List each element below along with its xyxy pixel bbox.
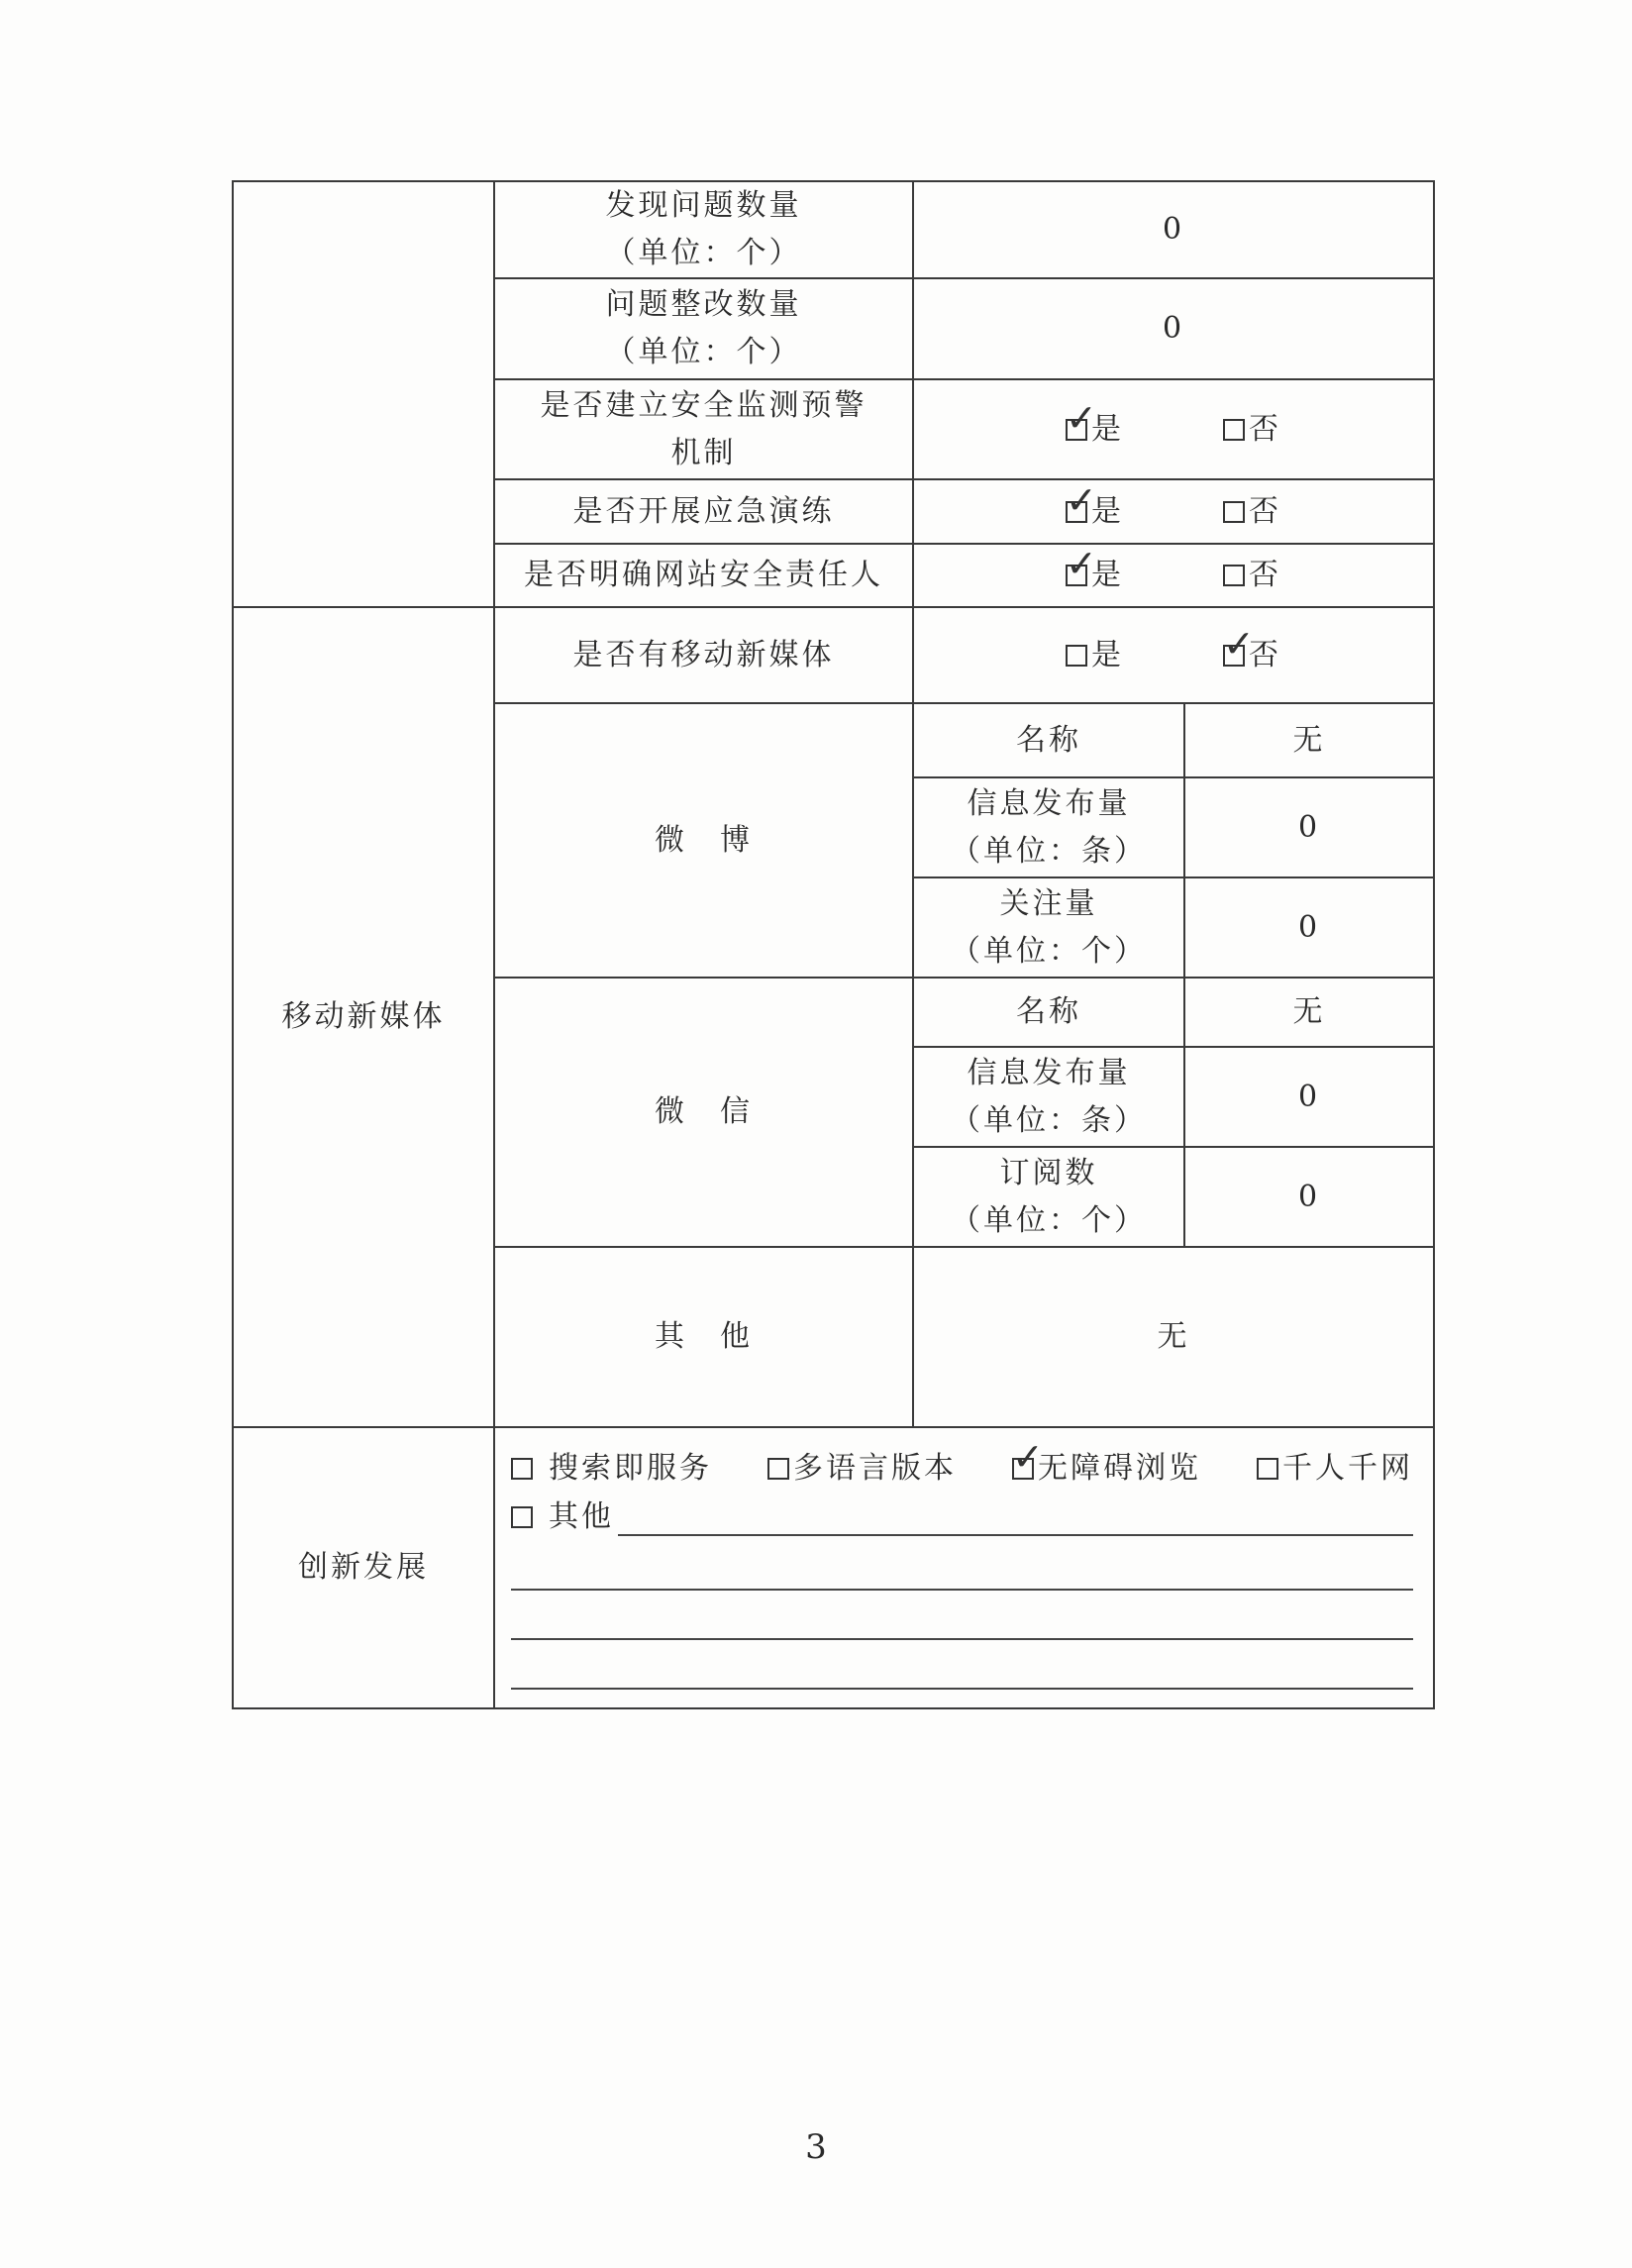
monitoring-yes-checkbox[interactable] [1066,419,1087,441]
weibo-posts-label: 信息发布量 （单位：条） [913,777,1184,877]
drill-options [913,479,1434,544]
wechat-subs-value: 0 [1184,1147,1434,1247]
monitoring-options [913,379,1434,479]
yes-label: 是 [1091,411,1124,447]
option-multilingual-checkbox[interactable] [767,1458,789,1480]
option-accessibility-checkbox[interactable] [1012,1458,1034,1480]
other-option-label: 其他 [549,1499,614,1534]
no-label: 否 [1249,558,1281,592]
found-issues-label: 发现问题数量 （单位：个） [494,181,913,278]
weibo-label: 微 博 [494,703,913,978]
weibo-followers-value: 0 [1184,877,1434,978]
wechat-label: 微 信 [494,978,913,1247]
fixed-issues-label: 问题整改数量 （单位：个） [494,278,913,379]
monitoring-label: 是否建立安全监测预警 机制 [494,379,913,479]
wechat-posts-value: 0 [1184,1047,1434,1147]
has-mobile-label: 是否有移动新媒体 [494,607,913,703]
responsible-options [913,544,1434,607]
has-mobile-no-checkbox[interactable] [1223,645,1245,667]
section-blank-cell [233,181,494,607]
drill-no-checkbox[interactable] [1223,501,1245,523]
option-search-service-checkbox[interactable] [511,1458,533,1480]
other-value: 无 [913,1247,1434,1427]
has-mobile-options [913,607,1434,703]
other-label: 其 他 [494,1247,913,1427]
no-label: 否 [1249,493,1281,529]
drill-label: 是否开展应急演练 [494,479,913,544]
responsible-no-checkbox[interactable] [1223,565,1245,586]
no-label: 否 [1249,637,1281,672]
no-label: 否 [1249,411,1281,447]
responsible-yes-checkbox[interactable] [1066,565,1087,586]
page-number: 3 [805,2127,827,2167]
weibo-followers-label: 关注量 （单位：个） [913,877,1184,978]
wechat-posts-label: 信息发布量 （单位：条） [913,1047,1184,1147]
report-table [232,180,1435,1709]
other-fill-line[interactable] [618,1498,1413,1536]
blank-line-1[interactable] [511,1541,1413,1591]
weibo-name-label: 名称 [913,703,1184,777]
found-issues-value: 0 [913,181,1434,278]
weibo-name-value: 无 [1184,703,1434,777]
innovation-section-label: 创新发展 [233,1427,494,1708]
monitoring-no-checkbox[interactable] [1223,419,1245,441]
option-other-checkbox[interactable] [511,1506,533,1528]
option-label: 搜索即服务 [549,1451,712,1486]
mobile-section-label: 移动新媒体 [233,607,494,1427]
yes-label: 是 [1091,558,1124,592]
innovation-options [494,1427,1434,1708]
drill-yes-checkbox[interactable] [1066,501,1087,523]
yes-label: 是 [1091,493,1124,529]
wechat-name-label: 名称 [913,978,1184,1047]
option-label: 千人千网 [1282,1451,1413,1486]
blank-line-3[interactable] [511,1640,1413,1690]
option-label: 无障碍浏览 [1038,1451,1201,1486]
option-label: 多语言版本 [793,1451,957,1486]
responsible-label: 是否明确网站安全责任人 [494,544,913,607]
has-mobile-yes-checkbox[interactable] [1066,645,1087,667]
blank-line-2[interactable] [511,1591,1413,1640]
wechat-name-value: 无 [1184,978,1434,1047]
wechat-subs-label: 订阅数 （单位：个） [913,1147,1184,1247]
weibo-posts-value: 0 [1184,777,1434,877]
yes-label: 是 [1091,637,1124,672]
option-personalized-checkbox[interactable] [1257,1458,1278,1480]
fixed-issues-value: 0 [913,278,1434,379]
